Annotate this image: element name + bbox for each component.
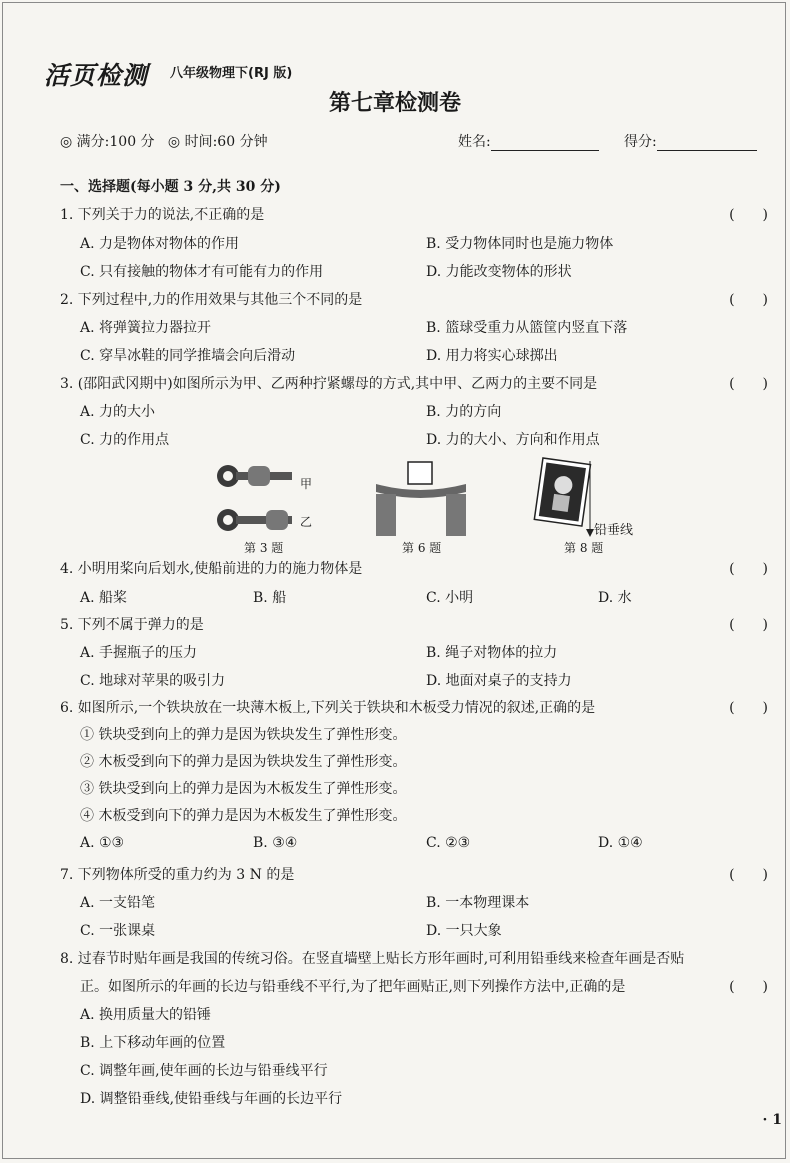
option: D. 一只大象: [426, 923, 502, 939]
option: D. 力能改变物体的形状: [426, 264, 572, 280]
name-blank[interactable]: [491, 136, 599, 151]
score-field[interactable]: [624, 131, 757, 151]
option: A. 手握瓶子的压力: [80, 645, 198, 661]
question-stem: 5. 下列不属于弹力的是: [60, 617, 204, 633]
answer-paren[interactable]: ( ): [729, 292, 768, 308]
option: A. 换用质量大的铅锤: [80, 1007, 212, 1023]
statement: ② 木板受到向下的弹力是因为铁块发生了弹性形变。: [80, 754, 407, 770]
name-label: 姓名:: [458, 134, 491, 150]
statement: ③ 铁块受到向上的弹力是因为木板发生了弹性形变。: [80, 781, 407, 797]
option: C. 地球对苹果的吸引力: [80, 673, 226, 689]
option: A. ①③: [80, 835, 125, 851]
fig3-caption: 第 3 题: [244, 541, 284, 555]
option: D. 调整铅垂线,使铅垂线与年画的长边平行: [80, 1091, 343, 1107]
option: C. 只有接触的物体才有可能有力的作用: [80, 264, 324, 280]
new-year-picture-figure: [530, 457, 600, 539]
option: B. 绳子对物体的拉力: [426, 645, 558, 661]
option: D. ①④: [598, 835, 643, 851]
statement: ① 铁块受到向上的弹力是因为铁块发生了弹性形变。: [80, 727, 407, 743]
page-number: · 1: [762, 1112, 782, 1128]
plumb-bob: [586, 529, 594, 537]
figure-row: [0, 455, 790, 555]
name-field[interactable]: [458, 131, 599, 151]
option: A. 船桨: [80, 590, 128, 606]
option: C. 小明: [426, 590, 474, 606]
answer-paren[interactable]: ( ): [729, 561, 768, 577]
block-board-figure: [372, 460, 472, 538]
option: C. ②③: [426, 835, 471, 851]
new-year-picture: [534, 458, 590, 526]
question-stem: 3. (邵阳武冈期中)如图所示为甲、乙两种拧紧螺母的方式,其中甲、乙两力的主要不同是: [60, 376, 598, 392]
wrench-jia: [217, 465, 292, 487]
support-left: [376, 494, 396, 536]
option: D. 用力将实心球掷出: [426, 348, 558, 364]
option: A. 力的大小: [80, 404, 156, 420]
option: C. 调整年画,使年画的长边与铅垂线平行: [80, 1063, 328, 1079]
score-label: 得分:: [624, 134, 657, 150]
support-right: [446, 494, 466, 536]
option: D. 水: [598, 590, 632, 606]
time-limit: ◎ 时间:60 分钟: [167, 134, 268, 150]
question-stem: 8. 过春节时贴年画是我国的传统习俗。在竖直墙壁上贴长方形年画时,可利用铅垂线来检查年画是否贴: [60, 951, 685, 967]
option: A. 将弹簧拉力器拉开: [80, 320, 212, 336]
question-stem: 2. 下列过程中,力的作用效果与其他三个不同的是: [60, 292, 363, 308]
option: B. 篮球受重力从篮筐内竖直下落: [426, 320, 628, 336]
question-stem: 6. 如图所示,一个铁块放在一块薄木板上,下列关于铁块和木板受力情况的叙述,正确的是: [60, 700, 596, 716]
fig8-label: 铅垂线: [594, 523, 634, 538]
answer-paren[interactable]: ( ): [729, 700, 768, 716]
option: C. 一张课桌: [80, 923, 156, 939]
wrench-yi: [217, 509, 292, 531]
option: B. 力的方向: [426, 404, 502, 420]
option: C. 力的作用点: [80, 432, 170, 448]
option: B. 受力物体同时也是施力物体: [426, 236, 614, 252]
question-stem: 7. 下列物体所受的重力约为 3 N 的是: [60, 867, 295, 883]
statement: ④ 木板受到向下的弹力是因为木板发生了弹性形变。: [80, 808, 407, 824]
score-blank[interactable]: [657, 136, 757, 151]
wrench-figure: [214, 460, 314, 540]
question-stem-cont: 正。如图所示的年画的长边与铅垂线不平行,为了把年画贴正,则下列操作方法中,正确的是: [80, 979, 626, 995]
iron-block: [408, 462, 432, 484]
answer-paren[interactable]: ( ): [729, 979, 768, 995]
full-score: ◎ 满分:100 分: [60, 134, 155, 150]
answer-paren[interactable]: ( ): [729, 617, 768, 633]
option: C. 穿旱冰鞋的同学推墙会向后滑动: [80, 348, 296, 364]
fig8-caption: 第 8 题: [564, 541, 604, 555]
option: B. 一本物理课本: [426, 895, 530, 911]
answer-paren[interactable]: ( ): [729, 207, 768, 223]
answer-paren[interactable]: ( ): [729, 376, 768, 392]
fig3-label-jia: 甲: [300, 477, 313, 491]
option: D. 地面对桌子的支持力: [426, 673, 572, 689]
page-title: 第七章检测卷: [328, 91, 461, 116]
option: A. 一支铅笔: [80, 895, 156, 911]
subject-label: 八年级物理下(RJ 版): [170, 66, 293, 81]
fig3-label-yi: 乙: [300, 515, 313, 529]
option: D. 力的大小、方向和作用点: [426, 432, 600, 448]
answer-paren[interactable]: ( ): [729, 867, 768, 883]
option: A. 力是物体对物体的作用: [80, 236, 240, 252]
logo: 活页检测: [44, 61, 149, 90]
option: B. 上下移动年画的位置: [80, 1035, 226, 1051]
option: B. ③④: [253, 835, 298, 851]
question-stem: 1. 下列关于力的说法,不正确的是: [60, 207, 265, 223]
question-stem: 4. 小明用桨向后划水,使船前进的力的施力物体是: [60, 561, 363, 577]
option: B. 船: [253, 590, 287, 606]
section-title: 一、选择题(每小题 3 分,共 30 分): [60, 179, 281, 195]
exam-info: [60, 131, 268, 151]
fig6-caption: 第 6 题: [402, 541, 442, 555]
